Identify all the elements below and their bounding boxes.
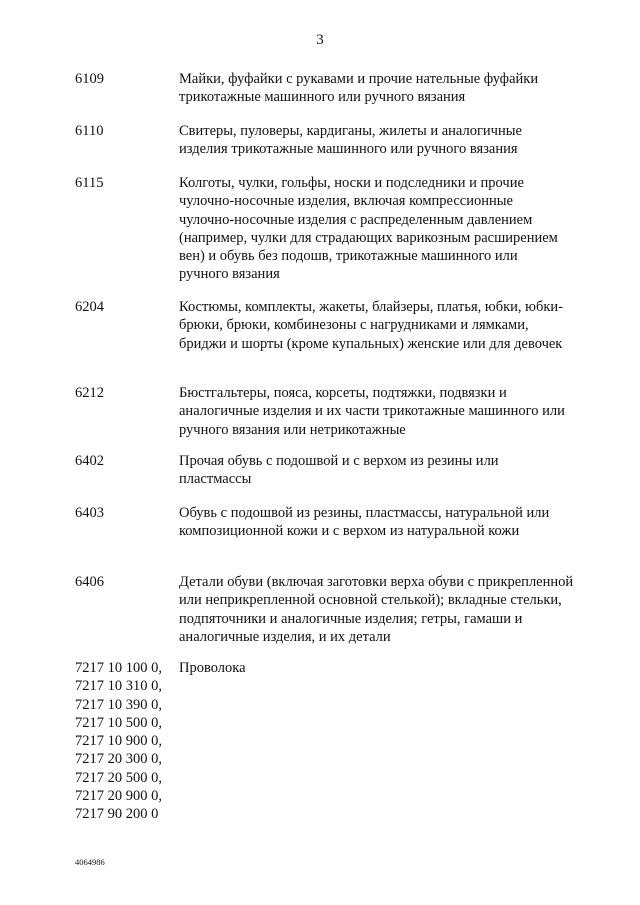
wire-code: 7217 10 500 0, xyxy=(75,714,162,731)
wire-description: Проволока xyxy=(179,660,246,676)
code-6110: 6110 xyxy=(75,123,104,139)
wire-code: 7217 10 900 0, xyxy=(75,733,162,750)
description-6212: Бюстгальтеры, пояса, корсеты, подтяжки, подвязки и аналогичные изделия и их части трикотажные машинного или ручного вязания или нетрикотажные xyxy=(179,385,565,438)
description-6406: Детали обуви (включая заготовки верха обуви с прикрепленной или неприкрепленной основной стелькой); вкладные стельки, подпяточники и аналогичные изделия; гетры, гамаши и аналогичные изделия, и их детали xyxy=(179,574,574,645)
description-6204: Костюмы, комплекты, жакеты, блайзеры, платья, юбки, юбки-брюки, брюки, комбинезоны с нагрудниками и лямками, бриджи и шорты (кроме купальных) женские или для девочек xyxy=(179,299,564,352)
wire-code-list xyxy=(75,659,185,824)
description-6115: Колготы, чулки, гольфы, носки и подследники и прочие чулочно-носочные изделия, включая компрессионные чулочно-носочные изделия с распределенным давлением (например, чулки для страдающих варикозным расширением вен) и обувь без подошв, трикотажные машинного или ручного вязания xyxy=(179,175,558,283)
description-6403: Обувь с подошвой из резины, пластмассы, натуральной или композиционной кожи и с верхом из натуральной кожи xyxy=(179,505,550,540)
description-6402: Прочая обувь с подошвой и с верхом из резины или пластмассы xyxy=(179,453,499,488)
wire-code: 7217 10 390 0, xyxy=(75,696,162,713)
wire-code: 7217 10 310 0, xyxy=(75,678,162,695)
code-6115: 6115 xyxy=(75,175,104,191)
wire-code: 7217 20 500 0, xyxy=(75,769,162,786)
code-6204: 6204 xyxy=(75,299,104,315)
code-6403: 6403 xyxy=(75,505,104,521)
description-6109: Майки, фуфайки с рукавами и прочие нательные фуфайки трикотажные машинного или ручного вязания xyxy=(179,71,539,106)
page-number: 3 xyxy=(316,32,324,48)
code-6212: 6212 xyxy=(75,385,104,401)
wire-code: 7217 90 200 0 xyxy=(75,806,159,823)
code-6402: 6402 xyxy=(75,453,104,469)
wire-code: 7217 20 900 0, xyxy=(75,788,162,805)
wire-code: 7217 20 300 0, xyxy=(75,751,162,768)
wire-code: 7217 10 100 0, xyxy=(75,660,162,676)
code-6406: 6406 xyxy=(75,574,104,590)
document-id: 4064986 xyxy=(75,857,105,867)
code-6109: 6109 xyxy=(75,71,104,87)
description-6110: Свитеры, пуловеры, кардиганы, жилеты и аналогичные изделия трикотажные машинного или ручного вязания xyxy=(179,123,522,158)
